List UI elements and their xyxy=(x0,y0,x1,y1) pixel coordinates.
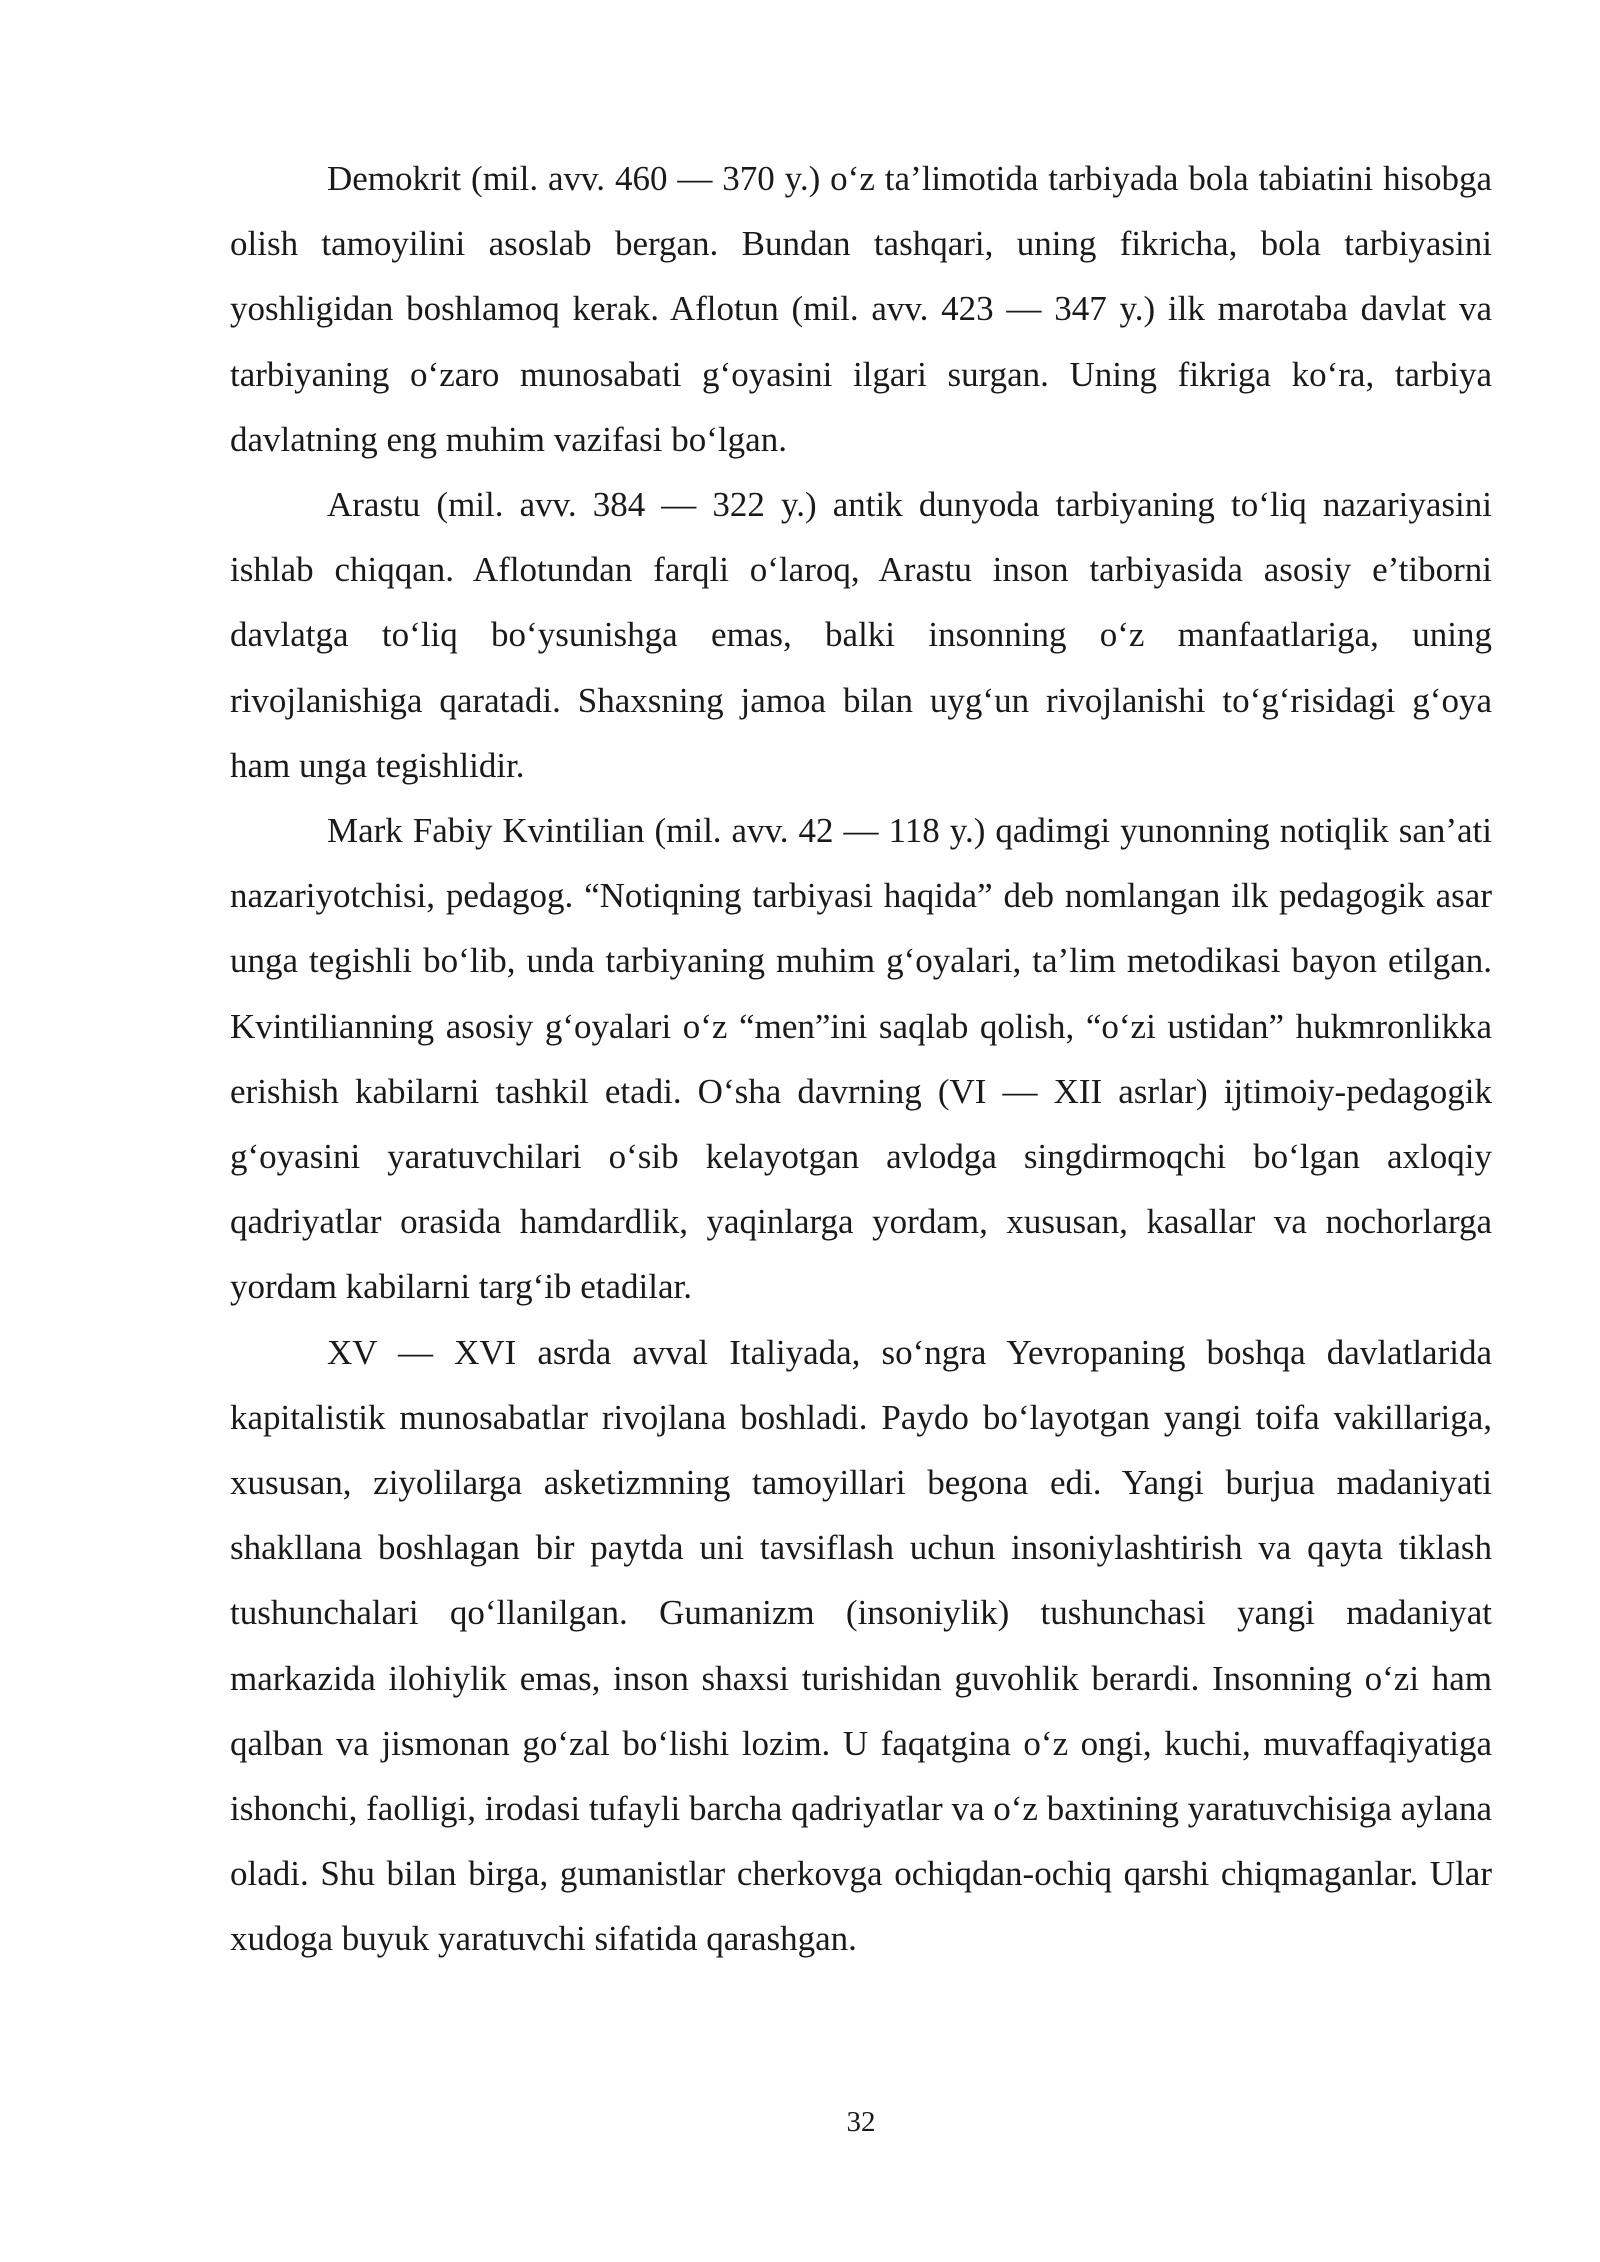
page-number: 32 xyxy=(846,2106,876,2138)
paragraph-demokrit: Demokrit (mil. avv. 460 — 370 y.) o‘z ta’limotida tarbiyada bola tabiatini hisobga olish tamoyilini asoslab bergan. Bundan tashqari, uning fikricha, bola tarbiyasini yoshligidan boshlamoq kerak. Aflotun (mil. avv. 423 — 347 y.) ilk marotaba davlat va tarbiyaning o‘zaro munosabati g‘oyasini ilgari surgan. Uning fikriga ko‘ra, tarbiya davlatning eng muhim vazifasi bo‘lgan. xyxy=(230,159,1492,459)
paragraph-renaissance: XV — XVI asrda avval Italiyada, so‘ngra Yevropaning boshqa davlatlarida kapitalistik munosabatlar rivojlana boshladi. Paydo bo‘layotgan yangi toifa vakillariga, xususan, ziyolilarga asketizmning tamoyillari begona edi. Yangi burjua madaniyati shakllana boshlagan bir paytda uni tavsiflash uchun insoniylashtirish va qayta tiklash tushunchalari qo‘llanilgan. Gumanizm (insoniylik) tushunchasi yangi madaniyat markazida ilohiylik emas, inson shaxsi turishidan guvohlik berardi. Insonning o‘zi ham qalban va jismonan go‘zal bo‘lishi lozim. U faqatgina o‘z ongi, kuchi, muvaffaqiyatiga ishonchi, faolligi, irodasi tufayli barcha qadriyatlar va o‘z baxtining yaratuvchisiga aylana oladi. Shu bilan birga, gumanistlar cherkovga ochiqdan-ochiq qarshi chiqmaganlar. Ular xudoga buyuk yaratuvchi sifatida qarashgan. xyxy=(230,1332,1492,1959)
body-text xyxy=(230,146,1492,1972)
paragraph-kvintilian: Mark Fabiy Kvintilian (mil. avv. 42 — 118 y.) qadimgi yunonning notiqlik san’ati nazariyotchisi, pedagog. “Notiqning tarbiyasi haqida” deb nomlangan ilk pedagogik asar unga tegishli bo‘lib, unda tarbiyaning muhim g‘oyalari, ta’lim metodikasi bayon etilgan. Kvintilianning asosiy g‘oyalari o‘z “men”ini saqlab qolish, “o‘zi ustidan” hukmronlikka erishish kabilarni tashkil etadi. O‘sha davrning (VI — XII asrlar) ijtimoiy-pedagogik g‘oyasini yaratuvchilari o‘sib kelayotgan avlodga singdirmoqchi bo‘lgan axloqiy qadriyatlar orasida hamdardlik, yaqinlarga yordam, xususan, kasallar va nochorlarga yordam kabilarni targ‘ib etadilar. xyxy=(230,811,1492,1307)
paragraph-arastu: Arastu (mil. avv. 384 — 322 y.) antik dunyoda tarbiyaning to‘liq nazariyasini ishlab chiqqan. Aflotundan farqli o‘laroq, Arastu inson tarbiyasida asosiy e’tiborni davlatga to‘liq bo‘ysunishga emas, balki insonning o‘z manfaatlariga, uning rivojlanishiga qaratadi. Shaxsning jamoa bilan uyg‘un rivojlanishi to‘g‘risidagi g‘oya ham unga tegishlidir. xyxy=(230,485,1492,785)
